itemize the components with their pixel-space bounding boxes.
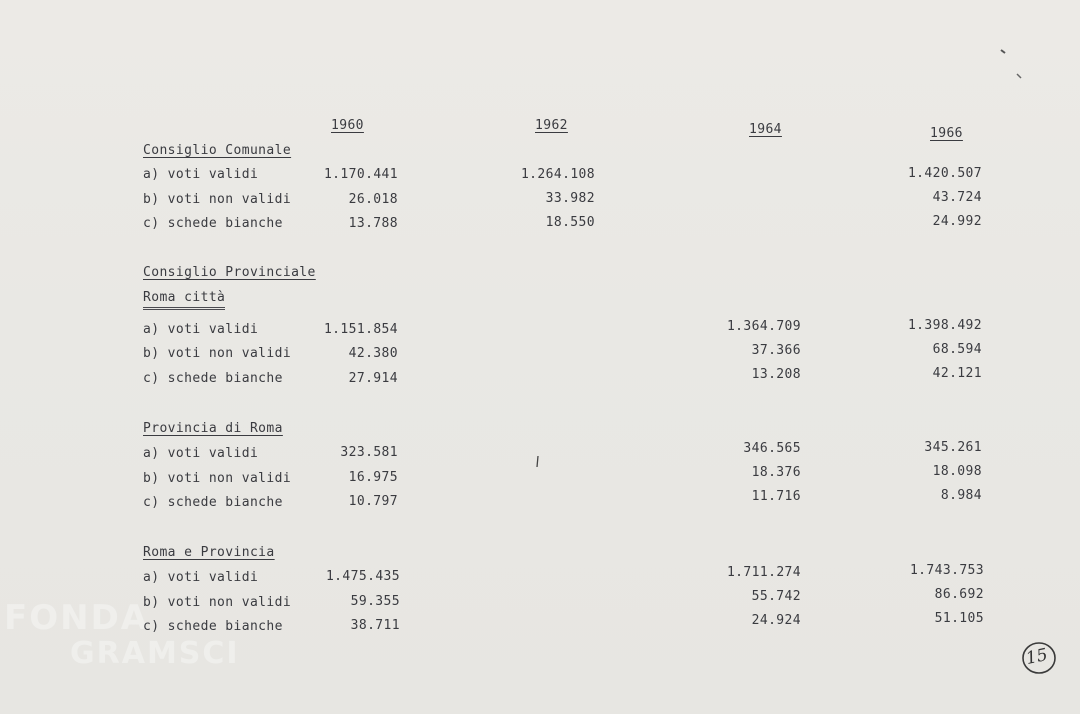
row-label: a) voti validi	[143, 322, 259, 337]
value-cell: 1.475.435	[325, 569, 400, 584]
section-title-provincia-di-roma: Provincia di Roma	[143, 421, 283, 436]
row-label: b) voti non validi	[143, 595, 292, 610]
row-label: c) schede bianche	[143, 371, 283, 386]
row-label: a) voti validi	[143, 167, 259, 182]
stray-tick-icon	[535, 455, 543, 469]
row-label: a) voti validi	[143, 570, 259, 585]
page-number-stamp	[1019, 640, 1059, 676]
value-cell: 68.594	[932, 342, 982, 357]
value-cell: 1.420.507	[907, 166, 982, 181]
value-cell: 24.924	[751, 613, 801, 628]
value-cell: 86.692	[934, 587, 984, 602]
section-title-consiglio-comunale: Consiglio Comunale	[143, 143, 292, 158]
stray-mark-icon	[995, 42, 1025, 82]
section-title-consiglio-provinciale: Consiglio Provinciale	[143, 265, 316, 280]
value-cell: 55.742	[751, 589, 801, 604]
value-cell: 18.376	[751, 465, 801, 480]
value-cell: 59.355	[350, 594, 400, 609]
value-cell: 11.716	[751, 489, 801, 504]
row-label: a) voti validi	[143, 446, 259, 461]
value-cell: 13.208	[751, 367, 801, 382]
value-cell: 1.711.274	[726, 565, 801, 580]
value-cell: 16.975	[348, 470, 398, 485]
year-header-1964: 1964	[749, 122, 782, 137]
value-cell: 33.982	[545, 191, 595, 206]
value-cell: 10.797	[348, 494, 398, 509]
value-cell: 24.992	[932, 214, 982, 229]
value-cell: 8.984	[940, 488, 982, 503]
value-cell: 1.170.441	[323, 167, 398, 182]
value-cell: 1.743.753	[909, 563, 984, 578]
row-label: b) voti non validi	[143, 346, 292, 361]
value-cell: 323.581	[340, 445, 398, 460]
year-header-1966: 1966	[930, 126, 963, 141]
value-cell: 13.788	[348, 216, 398, 231]
section-title-roma-e-provincia: Roma e Provincia	[143, 545, 275, 560]
row-label: b) voti non validi	[143, 471, 292, 486]
year-header-1962: 1962	[535, 118, 568, 133]
row-label: b) voti non validi	[143, 192, 292, 207]
row-label: c) schede bianche	[143, 619, 283, 634]
value-cell: 18.550	[545, 215, 595, 230]
watermark-line2: GRAMSCI	[70, 636, 240, 671]
value-cell: 345.261	[924, 440, 982, 455]
page-number: 15	[1024, 644, 1050, 670]
value-cell: 1.151.854	[323, 322, 398, 337]
watermark-line1: FONDA	[4, 598, 150, 638]
value-cell: 37.366	[751, 343, 801, 358]
value-cell: 26.018	[348, 192, 398, 207]
value-cell: 42.380	[348, 346, 398, 361]
value-cell: 18.098	[932, 464, 982, 479]
value-cell: 42.121	[932, 366, 982, 381]
value-cell: 1.398.492	[907, 318, 982, 333]
value-cell: 1.264.108	[520, 167, 595, 182]
row-label: c) schede bianche	[143, 495, 283, 510]
value-cell: 43.724	[932, 190, 982, 205]
value-cell: 27.914	[348, 371, 398, 386]
year-header-1960: 1960	[331, 118, 364, 133]
section-subtitle-roma-citta: Roma città	[143, 290, 225, 310]
value-cell: 1.364.709	[726, 319, 801, 334]
row-label: c) schede bianche	[143, 216, 283, 231]
value-cell: 346.565	[743, 441, 801, 456]
value-cell: 51.105	[934, 611, 984, 626]
value-cell: 38.711	[350, 618, 400, 633]
